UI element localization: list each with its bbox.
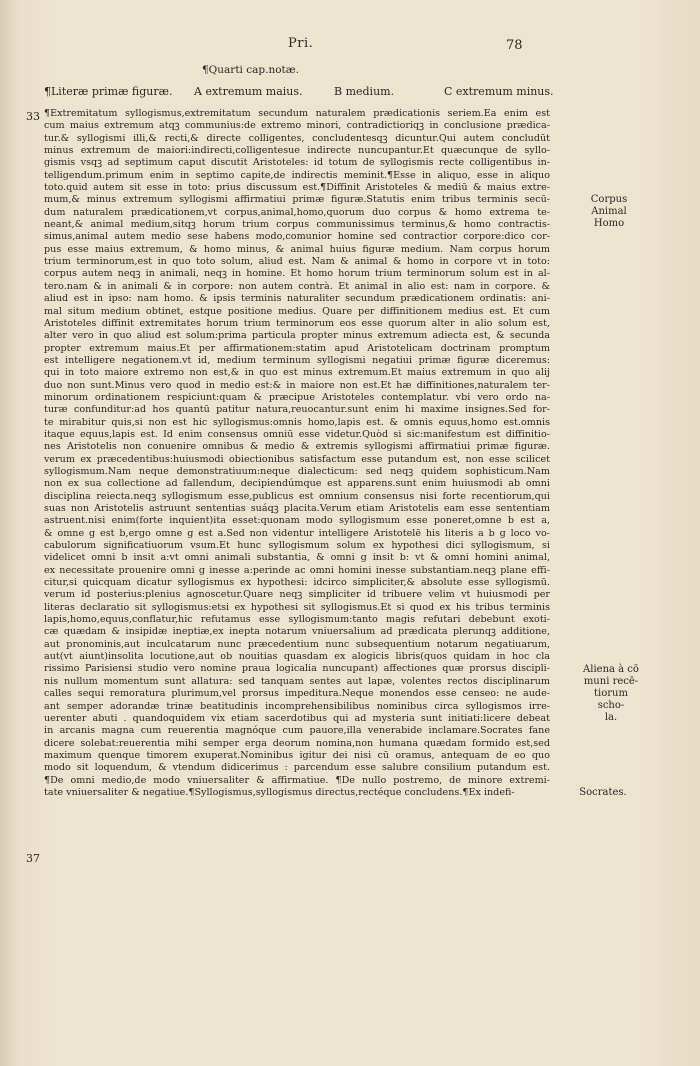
text-line: turæ confunditur:ad hos quantū patitur natura,reuocantur.sunt enim hi maxime insignes.Sed for- — [44, 404, 550, 416]
text-line: mal situm medium obtinet, estque positione medius. Quare per diffinitionem medius est. Et cum — [44, 305, 550, 317]
marginal-line: Animal — [591, 206, 627, 217]
marginal-line: Homo — [593, 218, 625, 229]
running-head: Pri. — [288, 36, 314, 51]
text-line: ant semper adorandæ trinæ beatitudinis incomprehensibilibus nominibus circa syllogismos irre- — [44, 700, 550, 712]
marginal-line: muni recē- — [583, 676, 639, 687]
text-line: cæ quædam & insipidæ ineptiæ,ex inepta notarum vniuersalium ad prædicata plerunqꝫ additione, — [44, 626, 550, 638]
text-line: cabulorum significatiuorum vsum.Et hunc syllogismum solum ex hypothesi dici syllogismum, si — [44, 540, 550, 552]
text-line: ex necessitate prouenire omni g inesse a:perinde ac omni homini inesse substantiam.neqꝫ plane effi- — [44, 564, 550, 576]
text-line: qui in toto maiore extremo non est,& in quo est minus extremum.Et maius extremum in quo alij — [44, 367, 550, 379]
text-line: dicere solebat:reuerentia mihi semper erga deorum nomina,non humana quædam formido est,sed — [44, 737, 550, 749]
text-line: itaque equus,lapis est. Id enim consensus omniū esse videtur.Quòd si sic:manifestum est diffinitio- — [44, 428, 550, 440]
marginal-line: tiorum — [594, 688, 628, 699]
text-line: astruent.nisi enim(forte inquient)ita esset:quonam modo syllogismum esse poneret,omne b est a, — [44, 515, 550, 527]
text-line: ¶De omni medio,de modo vniuersaliter & affirmatiue. ¶De nullo postremo, de minore extremi- — [44, 774, 550, 786]
text-line: simus,animal autem medio sese habens modo,comunior homine sed contractior corpore:dico cor- — [44, 231, 550, 243]
text-line: gismis vsqꝫ ad septimum caput discutit Aristoteles: id totum de syllogismis recte colligentibus in- — [44, 157, 550, 169]
text-line: neant,& animal medium,sitqꝫ horum trium corpus communissimus terminus,& homo contractis- — [44, 219, 550, 231]
marginal-note-socrates — [568, 787, 638, 799]
text-line: tero.nam & in animali & in corpore: non autem contrà. Et animal in alio est: nam in corpore. & — [44, 280, 550, 292]
text-line: dum naturalem prædicationem,vt corpus,animal,homo,quorum duo corpus & homo extrema te- — [44, 206, 550, 218]
notae-heading: ¶Quarti cap.notæ. — [202, 64, 299, 76]
text-line: telligendum.primum enim in septimo capite,de indirectis meminit.¶Esse in aliquo, esse in aliquo — [44, 169, 550, 181]
literae-legend — [44, 85, 584, 98]
marginal-line: scho- — [597, 700, 625, 711]
text-line: verum ex præcedentibus:huiusmodi obiectionibus satisfactum esse putandum est, non esse scilicet — [44, 453, 550, 465]
text-line: pus esse maius extremum, & homo minus, & animal huius figuræ medium. Nam corpus horum — [44, 243, 550, 255]
marginal-note-corpus — [584, 194, 634, 230]
text-line: minorum ordinationem respiciunt:quam & præcipue Aristoteles contemplatur. vbi vero ordo na- — [44, 391, 550, 403]
marginal-line: la. — [604, 712, 618, 723]
line-number-top: 33 — [26, 110, 40, 123]
text-line: minus extremum de maiori:indirecti,colligentesue indirecte nuncupantur.Et quæcunque de syllo- — [44, 145, 550, 157]
text-line: te mirabitur quis,si non est hic syllogismus:omnis homo,lapis est. & omnis equus,homo est.omnis — [44, 416, 550, 428]
text-line: rissimo Parisiensi studio vero nomine praua logicalia nuncupant) affectiones quæ prorsus discipli- — [44, 663, 550, 675]
text-line: trium terminorum,est in quo toto solum, aliud est. Nam & animal & homo in corpore vt in toto: — [44, 256, 550, 268]
text-line: in arcanis magna cum reuerentia magnóque cum pauore,illa venerabide inclamare.Socrates fane — [44, 725, 550, 737]
text-line: disciplina reiecta.neqꝫ syllogismum esse,publicus est omnium consensus nisi forte recentiorum,qui — [44, 490, 550, 502]
literae-b: B medium. — [334, 85, 395, 98]
marginal-line: Socrates. — [579, 787, 627, 798]
text-line: aut(vt aiunt)insolita locutione,aut ob nouitias quasdam ex alogicis libris(quos quidam in hoc cla — [44, 651, 550, 663]
text-line: aut pronominis,aut inculcatarum nunc præcedentium nunc subsequentium notarum negatiuarum, — [44, 638, 550, 650]
body-text — [44, 108, 550, 799]
text-line: calles sequi remoratura plurimum,vel prorsus impeditura.Neque monendos esse censeo: ne aude- — [44, 688, 550, 700]
marginal-line: Corpus — [590, 194, 628, 205]
text-line: non ex sua collectione ad fallendum, decipiendúmque est apparens.sunt enim huiusmodi ab omni — [44, 478, 550, 490]
line-number-bottom: 37 — [26, 852, 40, 865]
text-line: aliud est in ipso: nam homo. & ipsis terminis naturaliter secundum prædicationem ordinatis: ani- — [44, 293, 550, 305]
text-line: videlicet omni b insit a:vt omni animali substantia, & omni g insit b: vt & omni homini animal, — [44, 552, 550, 564]
text-line: verum id posterius:plenius agnoscetur.Quare neqꝫ simpliciter id tribuere velim vt huiusmodi per — [44, 589, 550, 601]
text-line: suas non Aristotelis astruunt sententias suáqꝫ placita.Verum etiam Aristotelis eam esse sententiam — [44, 503, 550, 514]
text-line: citur,si quicquam dicatur syllogismus ex hypothesi: idcirco simpliciter,& absolute esse syllogismū. — [44, 577, 550, 589]
text-line: toto.quid autem sit esse in toto: prius discussum est.¶Diffinit Aristoteles & mediū & maius extre- — [44, 182, 550, 194]
text-line: tate vniuersaliter & negatiue.¶Syllogismus,syllogismus directus,rectéque concludens.¶Ex indefi- — [44, 786, 515, 798]
literae-c: C extremum minus. — [444, 85, 554, 98]
literae-intro: ¶Literæ primæ figuræ. — [44, 85, 173, 98]
text-line: nis nullum momentum sunt allatura: sed tanquam sentes aut lapæ, volentes rectos disciplinarum — [44, 675, 550, 687]
text-line: propter extremum maius.Et per affirmationem:statim apud Aristotelicam doctrinam promptum — [44, 342, 550, 354]
text-line: alter vero in quo aliud est solum:prima particula propter minus extremum adiecta est, & secunda — [44, 330, 550, 342]
text-line: Aristoteles diffinit extremitates horum trium terminorum eos esse quorum alter in alio solum est, — [44, 317, 550, 329]
text-line: ¶Extremitatum syllogismus,extremitatum secundum naturalem prædicationis seriem.Ea enim est — [44, 108, 550, 119]
folio-number: 78 — [506, 38, 523, 53]
text-line: modo sit loquendum, & vtendum didicerimus : parcendum esse salubre consilium putandum est. — [44, 762, 550, 774]
text-line: maximum quenque timorem exuperat.Nominibus igitur dei nisi cū oramus, antequam de eo quo — [44, 749, 550, 761]
text-line: literas declaratio sit syllogismus:etsi ex hypothesi sit syllogismus.Et si quod ex his tribus terminis — [44, 601, 550, 613]
text-line: corpus autem neqꝫ in animali, neqꝫ in homine. Et homo horum trium terminorum solum est in al- — [44, 268, 550, 280]
text-line: uerenter abuti . quandoquidem vix etiam sacerdotibus qui ad mysteria sunt initiati:licere debeat — [44, 712, 550, 724]
literae-a: A extremum maius. — [194, 85, 303, 98]
text-line: lapis,homo,equus,conflatur,hic refutamus esse syllogismum:tanto magis refutari debebunt exoti- — [44, 614, 550, 626]
text-line: & omne g est b,ergo omne g est a.Sed non videntur intelligere Aristotelē his literis a b g loco vo- — [44, 527, 550, 539]
text-line: est intelligere negationem.vt id, medium terminum syllogismi negatiui primæ figuræ diceremus: — [44, 354, 550, 366]
text-line: mum,& minus extremum syllogismi affirmatiui primæ figuræ.Statutis enim tribus terminis secū- — [44, 194, 550, 206]
text-line: duo non sunt.Minus vero quod in medio est:& in maiore non est.Et hæ diffinitiones,naturalem ter- — [44, 379, 550, 391]
marginal-note-aliena — [576, 664, 646, 724]
text-line: tur.& syllogismi illi,& recti,& directe colligentes, concludentesqꝫ dicuntur.Qui autem concludūt — [44, 132, 550, 144]
marginal-line: Aliena à cō — [583, 664, 639, 675]
text-line: nes Aristotelis non conuenire omnibus & medio & extremis syllogismi affirmatiui primæ figuræ. — [44, 441, 550, 453]
text-line: cum maius extremum atqꝫ communius:de extremo minori, contradictioriqꝫ in conclusione prædica- — [44, 120, 550, 132]
text-line: syllogismum.Nam neque demonstratiuum:neque dialecticum: sed neqꝫ quidem sophisticum.Nam — [44, 465, 550, 477]
